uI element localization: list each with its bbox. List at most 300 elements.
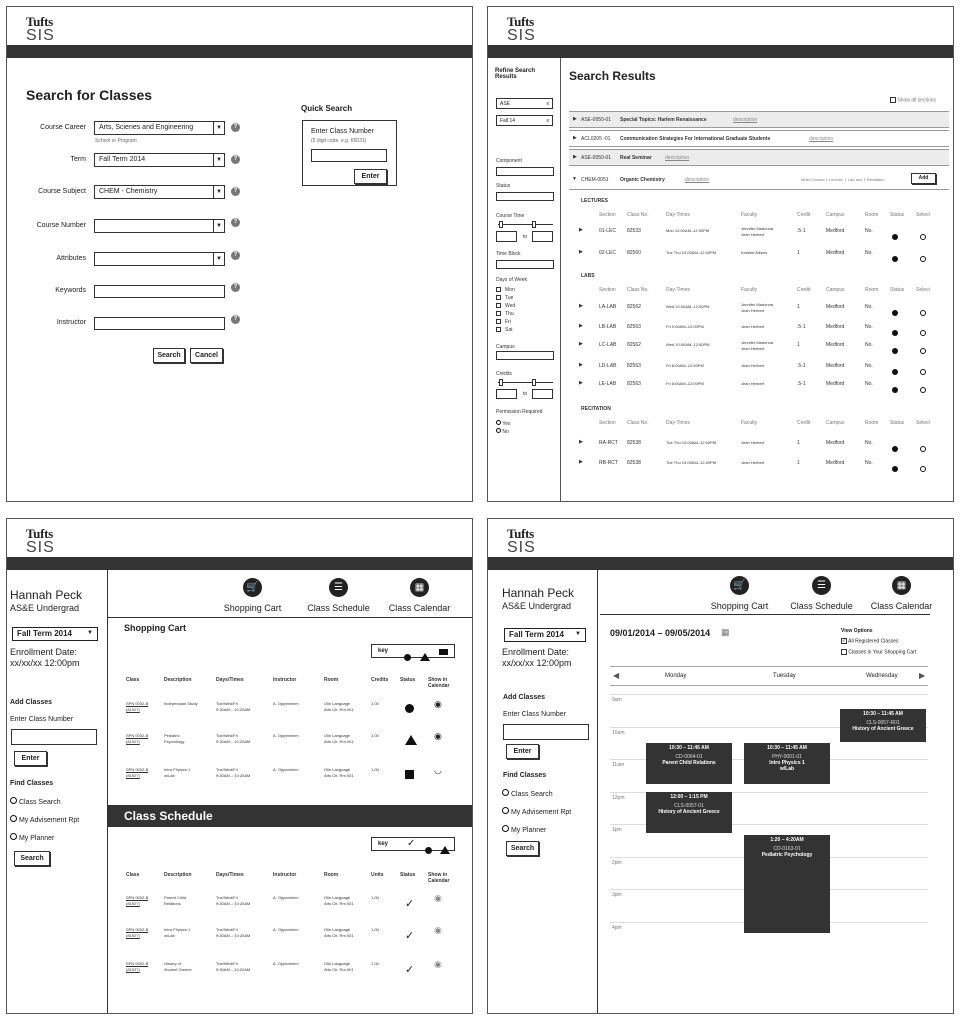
prev-week-icon[interactable]: ◀ [613,671,620,680]
checkbox-icon[interactable] [841,649,847,655]
result-row[interactable] [569,130,949,147]
table-cell: Fri 8:00AM–12:00PM [666,363,704,368]
column-header: Instructor [273,872,297,878]
logo-tufts: Tufts [26,526,53,541]
permission-yes[interactable] [496,420,510,427]
select-radio[interactable] [920,323,926,341]
header [7,519,472,571]
eye-icon[interactable]: ◉ [434,699,442,709]
course-subject-select[interactable] [94,185,225,199]
table-cell: Jennifer Madonna Jean Herbert [741,340,774,351]
status-input[interactable] [496,192,554,201]
filter-status-label: Status [496,183,511,189]
keywords-label: Keywords [55,287,86,294]
class-search-option[interactable] [502,789,553,798]
calendar-event[interactable] [840,709,926,742]
next-week-icon[interactable]: ▶ [919,671,926,680]
status-open-icon [405,700,414,718]
table-cell[interactable]: SPN 0002-B (81927) [126,895,149,906]
search-button[interactable]: Search [14,851,50,866]
chevron-right-icon[interactable]: ▶ [573,116,577,122]
checkbox-icon[interactable] [496,319,501,324]
day-filter-label: Sat [505,327,513,333]
term-select[interactable] [94,153,225,167]
table-cell: Jean Herbert [741,381,765,386]
close-icon[interactable]: x [546,118,549,124]
column-header: Section [599,420,616,426]
table-cell: Jean Herbert [741,324,765,329]
refine-chip-label: Fall 14 [500,118,516,124]
nav-shopping-cart[interactable]: Shopping Cart [710,601,769,611]
column-header: Days/Times [216,872,244,878]
column-header: Room [865,287,879,293]
chevron-down-icon[interactable]: ▼ [572,176,577,182]
description-link[interactable]: description [685,177,710,183]
list-icon[interactable]: ☰ [812,576,831,595]
eye-icon[interactable]: ◉ [434,925,442,935]
time-to-input[interactable] [532,231,553,242]
opt-registered[interactable] [841,638,898,644]
header-bar [7,45,472,58]
planner-option[interactable] [502,825,546,834]
nav-shopping-cart[interactable]: Shopping Cart [223,603,282,613]
eye-icon[interactable]: ◉ [434,893,442,903]
table-cell: Tue/Wed/Fri 9:30AM – 10:20AM [216,701,251,712]
time-from-input[interactable] [496,231,517,242]
radio-icon[interactable] [496,420,501,425]
time-block-input[interactable] [496,260,554,269]
chevron-right-icon[interactable]: ▶ [579,227,583,233]
table-cell: 1 [797,440,800,446]
table-cell: Tue/Wed/Fri 9:30AM – 10:20AM [216,767,251,778]
enrollment-date: xx/xx/xx 12:00pm [10,658,80,668]
table-cell: Olin Language Arts Ctr, Rm 001 [324,961,354,972]
course-career-select[interactable] [94,121,225,135]
instructor-label: Instructor [56,319,86,326]
chevron-right-icon[interactable]: ▶ [573,154,577,160]
day-filter-option[interactable] [496,327,513,333]
table-cell: Pediatric Psychology [164,733,185,744]
no-label: No [502,429,509,435]
column-header: Select [916,287,930,293]
table-cell: Jennifer Madonna Jean Herbert [741,302,774,313]
filter-time-block-label: Time Block [496,251,521,257]
header-bar [488,45,953,58]
table-cell[interactable]: SPN 0002-B (81927) [126,767,149,778]
help-icon[interactable]: ? [231,123,240,132]
checkbox-icon[interactable] [496,303,501,308]
course-time-slider[interactable] [498,224,553,225]
column-header: Show in Calendar [428,872,450,884]
help-icon[interactable]: ? [231,283,240,292]
event-code: CD-0163-01 [773,846,801,852]
permission-no[interactable] [496,428,509,435]
table-cell[interactable]: SPN 0002-B (81927) [126,701,149,712]
search-button[interactable]: Search [506,841,539,856]
result-row[interactable] [569,111,949,128]
day-filter-option[interactable] [496,303,515,309]
hour-label: 11am [612,762,625,768]
select-radio[interactable] [920,459,926,477]
table-cell: Fri 9:00AM–12:00PM [666,324,704,329]
column-header: Show in Calendar [428,677,450,689]
cart-icon[interactable]: 🛒 [243,578,262,597]
radio-icon[interactable] [502,789,509,796]
table-cell: 1.00 [371,767,379,772]
course-career-label: Course Career [40,124,86,131]
table-cell: No. [865,440,873,446]
table-cell: 1 [797,342,800,348]
divider [569,189,949,190]
slider-handle[interactable] [499,379,503,386]
table-cell: 1.00 [371,927,379,932]
table-cell[interactable]: SPN 0002-B (81927) [126,733,149,744]
radio-icon[interactable] [10,815,17,822]
refine-chip[interactable] [496,115,553,126]
status-closed-icon [405,766,414,784]
attributes-label: Attributes [56,255,86,262]
logo-tufts: Tufts [26,14,53,29]
select-radio[interactable] [920,341,926,359]
column-header: Room [324,677,339,683]
day-filter-label: Thu [505,311,514,317]
sidebar-divider [560,58,561,502]
table-cell: Medford [826,440,845,446]
course-number-select[interactable] [94,219,225,233]
table-cell: 82538 [627,440,641,446]
select-radio[interactable] [920,362,926,380]
description-link[interactable]: description [733,117,758,123]
add-button[interactable]: Add [911,173,936,184]
find-classes-heading: Find Classes [10,780,54,787]
column-header: Class No. [627,287,649,293]
nav-class-schedule[interactable]: Class Schedule [307,603,370,613]
table-cell: LD-LAB [599,363,617,369]
column-header: Room [324,872,339,878]
calendar-icon[interactable]: ▦ [892,576,911,595]
table-cell: Olin Language Arts Ctr, Rm 001 [324,701,354,712]
status-waitlist-icon [440,841,450,859]
yes-label: Yes [502,421,511,427]
option-label: My Advisement Rpt [18,817,80,824]
checkbox-icon[interactable] [496,327,501,332]
enter-button[interactable]: Enter [14,751,47,766]
result-code: ACL0205 -01 [581,136,611,142]
description-link[interactable]: description [665,155,690,161]
event-name: History of Ancient Greece [658,809,720,815]
day-filter-option[interactable] [496,287,515,293]
table-cell: A. Oppenheim [273,895,299,900]
table-cell: 82562 [627,304,641,310]
status-open-icon [892,341,898,359]
column-header: Select [916,212,930,218]
advisement-option[interactable] [10,815,79,824]
chevron-right-icon[interactable]: ▶ [579,439,583,445]
day-filter-option[interactable] [496,295,513,301]
add-classes-heading: Add Classes [503,694,546,701]
column-header: Description [164,872,192,878]
table-cell: 82560 [627,250,641,256]
select-radio[interactable] [920,439,926,457]
chevron-right-icon[interactable]: ▶ [579,341,583,347]
radio-icon[interactable] [10,833,17,840]
status-open-icon [892,439,898,457]
column-header: Instructor [273,677,297,683]
table-cell: Independant Study [164,701,198,706]
radio-icon[interactable] [502,807,509,814]
table-cell: LC-LAB [599,342,617,348]
cancel-button[interactable]: Cancel [190,348,223,363]
class-search-option[interactable] [10,797,61,806]
date-range: 09/01/2014 – 09/05/2014 [610,628,711,638]
table-cell: Olin Language Arts Ctr, Rm 001 [324,927,354,938]
slider-handle[interactable] [499,221,503,228]
open-course-name: Organic Chemistry [620,177,665,183]
checked-box-icon[interactable]: ✓ [842,638,847,644]
credits-slider[interactable] [498,382,553,383]
help-icon[interactable]: ? [231,187,240,196]
class-number-input[interactable] [11,729,97,745]
table-cell: Tue/Wed/Fri 9:30AM – 10:20AM [216,927,251,938]
table-cell: 1 [797,304,800,310]
logo-tufts: Tufts [507,14,534,29]
calendar-event[interactable] [744,743,830,784]
close-icon[interactable]: x [546,101,549,107]
enter-button[interactable]: Enter [506,744,539,759]
chevron-right-icon[interactable]: ▶ [579,362,583,368]
opt-cart[interactable] [841,649,916,655]
component-input[interactable] [496,167,554,176]
table-cell: 82533 [627,228,641,234]
table-cell: Jean Herbert [741,460,765,465]
enrollment-label: Enrollment Date: [502,647,570,657]
nav-class-schedule[interactable]: Class Schedule [790,601,853,611]
description-link[interactable]: description [809,136,834,142]
table-cell: RA-RCT [599,440,618,446]
column-header: Days/Times [216,677,244,683]
column-header: Class [126,677,140,683]
chevron-down-icon: ▼ [213,253,224,265]
result-name: Communication Strategies For International Graduate Students [620,136,771,142]
list-icon[interactable]: ☰ [329,578,348,597]
eye-closed-icon[interactable]: ◡ [434,765,442,775]
radio-icon[interactable] [502,825,509,832]
event-code: CLS-0057-R01 [866,720,900,726]
status-open-icon [892,227,898,245]
table-cell: .5-1 [797,363,806,369]
slider-handle[interactable] [532,379,536,386]
chevron-down-icon: ▼ [213,122,224,134]
nav-class-calendar[interactable]: Class Calendar [388,603,451,613]
table-cell: 1.00 [371,733,379,738]
day-filter-label: Fri [505,319,511,325]
key-label: key [378,648,389,654]
table-cell: Tue/Wed/Fri 9:30AM – 10:20AM [216,895,251,906]
eye-icon[interactable]: ◉ [434,959,442,969]
course-career-value: Arts, Scienes and Engineering [99,124,194,131]
chevron-right-icon[interactable]: ▶ [579,380,583,386]
course-number-label: Course Number [36,222,86,229]
section-group-title: RECITATION [581,406,611,412]
status-waitlist-icon [405,732,417,750]
table-cell: Jean Herbert [741,440,765,445]
option-label: My Planner [18,835,55,842]
hour-label: 9am [612,697,622,703]
instructor-input[interactable] [94,317,225,330]
chevron-right-icon[interactable]: ▶ [579,249,583,255]
column-header: Credit [797,287,811,293]
select-radio[interactable] [920,303,926,321]
opt-registered-label: All Registered Classes [848,638,899,645]
column-header: Units [371,872,384,878]
credits-to-input[interactable] [532,389,553,399]
header [488,519,953,571]
event-time: 10:30 – 11:45 AM [669,745,709,751]
column-header: Campus [826,287,845,293]
page-title: Search for Classes [26,87,153,103]
table-cell: Medford [826,460,845,466]
course-subject-value: CHEM - Chemistry [99,188,158,195]
checkbox-icon[interactable] [496,295,501,300]
day-filter-option[interactable] [496,311,514,317]
select-radio[interactable] [920,249,926,267]
result-name: Special Topics: Harlem Renaissance [620,117,707,123]
quick-enter-button[interactable]: Enter [354,169,387,184]
table-cell[interactable]: SPN 0002-B (81927) [126,961,149,972]
filter-days-label: Days of Week [496,277,528,283]
help-icon[interactable]: ? [231,315,240,324]
table-cell: Tue Thu 10:00AM–12:00PM [666,250,717,255]
refine-chip-label: ASE [500,101,511,107]
enrolled-check-icon: ✓ [405,898,415,910]
event-name: Intro Physics 1 w/Lab [769,760,805,772]
header-bar [488,557,953,570]
key-label: key [378,841,389,847]
chevron-right-icon[interactable]: ▶ [579,303,583,309]
table-cell: Tue Thu 10:00AM–12:00PM [666,440,717,445]
table-cell: LE-LAB [599,381,617,387]
refine-chip[interactable] [496,98,553,109]
help-icon[interactable]: ? [231,218,240,227]
slider-handle[interactable] [532,221,536,228]
term-select[interactable] [12,627,98,641]
status-open-icon [892,323,898,341]
to-label: to [523,391,528,397]
course-subject-label: Course Subject [38,188,86,195]
find-classes-heading: Find Classes [503,772,547,779]
table-cell: Medford [826,342,845,348]
view-options-title: View Options [841,628,873,634]
calendar-event[interactable] [646,743,732,784]
table-cell: Tue/Wed/Fri 9:30AM – 10:20AM [216,961,251,972]
table-cell: Tue/Wed/Fri 9:30AM – 10:20AM [216,733,251,744]
table-cell: 01-LEC [599,228,616,234]
option-label: My Planner [510,827,547,834]
column-header: Class No. [627,212,649,218]
radio-icon[interactable] [10,797,17,804]
cart-key [371,644,455,658]
option-label: Class Search [510,791,553,798]
planner-option[interactable] [10,833,54,842]
calendar-picker-icon[interactable]: ▦ [721,627,730,637]
status-open-icon [892,459,898,477]
column-header: Select [916,420,930,426]
table-cell: Medford [826,324,845,330]
table-cell: A. Oppenheim [273,767,299,772]
chevron-right-icon[interactable]: ▶ [573,135,577,141]
select-radio[interactable] [920,227,926,245]
attributes-select[interactable] [94,252,225,266]
show-all-sections[interactable] [890,97,936,103]
table-cell: RB-RCT [599,460,618,466]
help-icon[interactable]: ? [231,155,240,164]
sidebar-divider [107,570,108,1014]
table-cell: Medford [826,304,845,310]
calendar-event[interactable] [646,792,732,833]
checkbox-icon[interactable] [496,287,501,292]
checkbox-icon[interactable] [496,311,501,316]
select-radio[interactable] [920,380,926,398]
table-cell: No. [865,381,873,387]
filter-credits-label: Credits [496,371,512,377]
chevron-down-icon: ▼ [213,186,224,198]
table-cell: Wed 10:00AM–12:00PM [666,342,710,347]
checkbox-icon[interactable] [890,97,896,103]
day-filter-option[interactable] [496,319,511,325]
term-select[interactable] [504,628,586,642]
table-cell[interactable]: SPN 0002-B (81927) [126,927,149,938]
result-row[interactable] [569,149,949,166]
credits-from-input[interactable] [496,389,517,399]
table-cell: .5-1 [797,381,806,387]
keywords-input[interactable] [94,285,225,298]
chevron-right-icon[interactable]: ▶ [579,323,583,329]
chevron-right-icon[interactable]: ▶ [579,459,583,465]
campus-input[interactable] [496,351,554,360]
requirement-note: Must Choose 1 Lecture, 1 Lab and 1 Recitation [801,177,885,182]
class-number-input[interactable] [311,149,387,162]
event-code: CLS-0057-01 [674,803,704,809]
logo-sis: SIS [507,539,536,556]
table-cell: Medford [826,363,845,369]
day-filter-label: Tue [505,295,514,301]
cart-icon[interactable]: 🛒 [730,576,749,595]
hour-label: 2pm [612,860,622,866]
show-all-label: Show all sections [897,97,937,104]
help-icon[interactable]: ? [231,251,240,260]
radio-icon[interactable] [496,428,501,433]
nav-class-calendar[interactable]: Class Calendar [870,601,933,611]
table-cell: 1 [797,460,800,466]
logo-sis: SIS [507,27,536,44]
schedule-title: Class Schedule [108,805,473,827]
option-label: My Advisement Rpt [510,809,572,816]
class-number-input[interactable] [503,724,589,740]
table-cell: No. [865,460,873,466]
eye-icon[interactable]: ◉ [434,731,442,741]
logo-sis: SIS [26,539,55,556]
table-cell: Wed 10:00AM–12:00PM [666,304,710,309]
advisement-option[interactable] [502,807,571,816]
open-course-code: CHEM-0051 [581,177,609,183]
table-cell: 82563 [627,363,641,369]
result-name: Real Seminar [620,155,652,161]
calendar-icon[interactable]: ▦ [410,578,429,597]
column-header: Status [890,420,905,426]
search-button[interactable]: Search [153,348,185,363]
column-header: Campus [826,420,845,426]
calendar-event[interactable] [744,835,830,933]
